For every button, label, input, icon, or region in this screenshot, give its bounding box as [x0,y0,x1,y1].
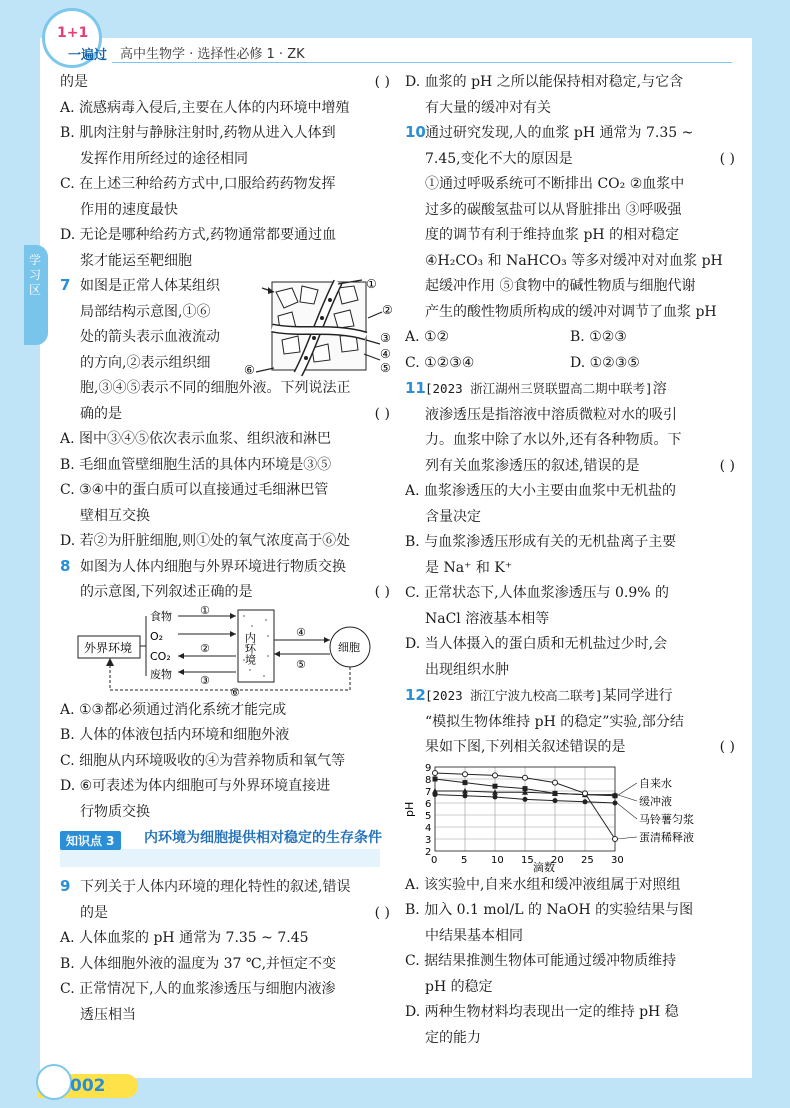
q11-option-a-cont: 含量决定 [425,508,481,525]
q10-option-d: D. ①②③⑤ [570,354,640,371]
y-tick-label-3: 3 [425,834,432,846]
q6-option-a: A. 流感病毒入侵后,主要在人体的内环境中增殖 [60,99,350,116]
q9-option-b: B. 人体细胞外液的温度为 37 ℃,并恒定不变 [60,955,337,972]
side-tab [24,245,48,345]
page-number: 002 [70,1076,106,1096]
q7-number: 7 [60,276,71,294]
q10-answer-paren: ( ) [719,150,735,167]
legend-label-2: 马铃薯匀浆 [639,812,694,826]
q12-stem-3: 果如下图,下列相关叙述错误的是 [425,739,626,755]
q8-option-b: B. 人体的体液包括内环境和细胞外液 [60,727,290,743]
q7-stem-5: 胞,③④⑤表示不同的细胞外液。下列说法正 [80,380,351,396]
legend-leader-1 [617,794,637,800]
q8-stem-1: 如图为人体内细胞与外界环境进行物质交换 [80,558,346,575]
q11-stem-1: 溶 [652,381,667,397]
q8-item-food: 食物 [150,609,172,623]
q10-options-row-2 [405,351,735,377]
q12-option-b: B. 加入 0.1 mol/L 的 NaOH 的实验结果与图 [405,902,694,918]
q10-body-6: 产生的酸性物质所构成的缓冲对调节了血浆 pH [425,303,717,320]
legend-label-3: 蛋清稀释液 [639,830,694,844]
q10-body-4: ④H₂CO₃ 和 NaHCO₃ 等多对缓冲对对血浆 pH [425,252,723,269]
legend-label-0: 自来水 [639,776,672,790]
q7-label-6: ⑥ [244,363,255,377]
point-0-0 [433,776,438,781]
q12-answer-paren: ( ) [719,739,735,755]
q8-number: 8 [60,556,71,575]
q10-option-b: B. ①②③ [570,329,627,345]
q7-stem-6-line [60,402,390,428]
brand-name: 一遍过 [68,48,108,63]
q12-option-b-cont: 中结果基本相同 [425,927,523,944]
header-title: 高中生物学 · 选择性必修 1 · ZK [120,47,305,62]
chart-xlabel: 滴数 [533,860,555,874]
x-tick-label-10: 10 [491,854,504,866]
knowledge-point-banner [60,827,390,873]
point-2-2 [493,794,498,799]
x-tick-label-25: 25 [581,854,594,866]
left-column [60,70,393,1028]
q11-option-d-cont: 出现组织水肿 [425,661,509,678]
q11-option-b-cont: 是 Na⁺ 和 K⁺ [425,559,513,576]
q10-body-2: 过多的碳酸氢盐可以从肾脏排出 ③呼吸强 [425,201,682,218]
q12-stem-3-line [405,735,735,761]
point-3-6 [613,836,618,841]
q12-option-d: D. 两种生物材料均表现出一定的维持 pH 稳 [405,1004,679,1020]
legend-leader-3 [617,837,637,839]
y-tick-label-8: 8 [425,774,432,786]
y-tick-label-6: 6 [425,798,432,810]
point-3-5 [583,790,588,795]
knowledge-point-bar [60,849,380,867]
q10-body-1: ①通过呼吸系统可不断排出 CO₂ ②血浆中 [425,176,685,192]
q10-stem-2-line [405,147,735,173]
y-tick-label-7: 7 [425,786,432,798]
q8-arrow-1: ① [200,603,210,617]
q7-answer-paren: ( ) [374,405,390,422]
x-tick-label-20: 20 [551,854,564,866]
q12-source: [2023 浙江宁波九校高二联考] [425,688,603,703]
q9-stem-2-line [60,901,390,927]
q8-arrow-2: ② [200,641,210,655]
q12-number: 12 [405,686,426,704]
q7-label-4: ④ [380,347,391,361]
q12-ph-chart [405,761,735,873]
q7-block [60,274,393,377]
right-column [405,70,735,1051]
y-tick-label-9: 9 [425,762,432,774]
q7-stem-3: 处的箭头表示血液流动 [80,329,220,345]
q7-label-2: ② [382,303,393,317]
q11-stem-2: 液渗透压是指溶液中溶质微粒对水的吸引 [425,406,677,423]
q12-option-c: C. 据结果推测生物体可能通过缓冲物质维持 [405,953,677,969]
q11-answer-paren: ( ) [719,457,735,474]
q11-number: 11 [405,379,426,397]
y-tick-label-5: 5 [425,810,432,822]
point-2-4 [553,798,558,803]
q11-option-c-cont: NaCl 溶液基本相等 [425,610,550,627]
q11-source: [2023 浙江湖州三贤联盟高二期中联考] [425,381,653,396]
point-2-1 [463,793,468,798]
q7-stem-1: 如图是正常人体某组织 [80,278,220,294]
q7-option-a: A. 图中③④⑤依次表示血浆、组织液和淋巴 [60,431,332,447]
q8-arrow-4: ④ [296,625,306,639]
q11-stem-4-line [405,454,735,480]
x-tick-label-15: 15 [521,854,534,866]
chart-ylabel: pH [403,801,416,817]
legend-label-1: 缓冲液 [639,794,672,808]
footer-logo [36,1064,72,1100]
q8-option-d-cont: 行物质交换 [80,803,150,820]
x-tick-label-5: 5 [461,854,468,866]
q8-item-o2: O₂ [150,629,164,643]
q8-outer-label: 外界环境 [84,640,133,655]
knowledge-point-title: 内环境为细胞提供相对稳定的生存条件 [144,830,382,846]
q11-stem-4: 列有关血浆渗透压的叙述,错误的是 [425,457,640,474]
q10-option-c: C. ①②③④ [405,354,475,371]
q6-stem-tail [60,70,390,96]
q7-tissue-diagram [242,278,392,376]
q12-option-a: A. 该实验中,自来水组和缓冲液组属于对照组 [405,876,681,893]
q7-label-1: ① [366,277,377,291]
point-0-1 [463,780,468,785]
point-0-2 [493,783,498,788]
point-2-6 [613,800,618,805]
q6-option-c-cont: 作用的速度最快 [80,201,178,218]
q8-cell-label: 细胞 [338,640,360,654]
q6-stem: 的是 [60,74,88,90]
q8-item-co2: CO₂ [150,649,171,663]
q9-option-c-cont: 透压相当 [80,1006,136,1023]
q12-stem-2: “模拟生物体维持 pH 的稳定”实验,部分结 [425,713,684,730]
q9-answer-paren: ( ) [374,904,390,921]
q6-option-b: B. 肌肉注射与静脉注射时,药物从进入人体到 [60,125,336,141]
q8-inner-label: 内环境 [243,631,257,665]
q8-option-d: D. ⑥可表述为体内细胞可与外界环境直接进 [60,778,331,794]
q10-body-3: 度的调节有利于维持血浆 pH 的相对稳定 [425,227,680,243]
header-divider [112,62,732,63]
point-3-2 [493,772,498,777]
q10-body-5: 起缓冲作用 ⑤食物中的碱性物质与细胞代谢 [425,278,696,294]
q12-option-d-cont: 定的能力 [425,1029,481,1046]
x-tick-label-30: 30 [611,854,624,866]
q7-option-c-cont: 壁相互交换 [80,507,150,524]
q7-option-d: D. 若②为肝脏细胞,则①处的氧气浓度高于⑥处 [60,533,351,549]
y-tick-label-2: 2 [425,846,432,858]
y-tick-label-4: 4 [425,822,432,834]
q8-stem-2: 的示意图,下列叙述正确的是 [80,584,253,600]
q12-stem-1: 某同学进行 [602,688,673,704]
q10-number: 10 [405,123,426,141]
q10-stem-1: 通过研究发现,人的血浆 pH 通常为 7.35 ~ [425,125,694,141]
q7-option-b: B. 毛细血管壁细胞生活的具体内环境是③⑤ [60,456,332,473]
q12-option-c-cont: pH 的稳定 [425,978,493,995]
q8-item-waste: 废物 [150,667,172,681]
point-3-4 [553,780,558,785]
q10-stem-2: 7.45,变化不大的原因是 [425,150,573,167]
q7-stem-4: 的方向,②表示组织细 [80,354,211,371]
q9-option-d: D. 血浆的 pH 之所以能保持相对稳定,与它含 [405,74,684,90]
q10-option-a: A. ①② [405,329,450,345]
q11-option-c: C. 正常状态下,人体血浆渗透压与 0.9% 的 [405,585,670,601]
q11-option-a: A. 血浆渗透压的大小主要由血浆中无机盐的 [405,483,677,499]
page-header [40,25,752,63]
q7-stem-6: 确的是 [80,405,122,422]
q6-option-c: C. 在上述三种给药方式中,口服给药药物发挥 [60,176,336,192]
legend-leader-0 [617,783,637,796]
q8-answer-paren: ( ) [374,584,390,600]
q7-label-3: ③ [380,331,391,345]
legend-leader-2 [617,803,637,819]
q11-option-b: B. 与血浆渗透压形成有关的无机盐离子主要 [405,534,677,550]
q6-answer-paren: ( ) [374,74,390,90]
q10-options-row-1 [405,325,735,351]
q9-number: 9 [60,877,71,895]
q6-option-d: D. 无论是哪种给药方式,药物通常都要通过血 [60,227,337,243]
point-2-3 [523,796,528,801]
q8-option-a: A. ①③都必须通过消化系统才能完成 [60,701,287,718]
q6-option-b-cont: 发挥作用所经过的途径相同 [80,150,248,167]
q9-stem-1: 下列关于人体内环境的理化特性的叙述,错误 [80,879,351,895]
q11-stem-3: 力。血浆中除了水以外,还有各种物质。下 [425,432,682,448]
q8-arrow-6: ⑥ [230,685,240,699]
q8-arrow-5: ⑤ [296,657,306,671]
q7-label-5: ⑤ [380,361,391,375]
knowledge-point-badge: 知识点 3 [60,831,121,850]
q7-option-c: C. ③④中的蛋白质可以直接通过毛细淋巴管 [60,482,329,498]
q9-option-d-cont: 有大量的缓冲对有关 [425,99,551,116]
q9-option-a: A. 人体血浆的 pH 通常为 7.35 ~ 7.45 [60,930,309,946]
q8-option-c: C. 细胞从内环境吸收的④为营养物质和氧气等 [60,752,346,769]
q9-option-c: C. 正常情况下,人的血浆渗透压与细胞内液渗 [60,981,336,997]
q6-option-d-cont: 浆才能运至靶细胞 [80,252,192,269]
logo-text: 1+1 [57,25,89,41]
point-2-5 [583,799,588,804]
q11-option-d: D. 当人体摄入的蛋白质和无机盐过少时,会 [405,636,668,652]
q8-arrow-3: ③ [200,673,210,687]
side-tab-label: 学习区 [29,253,42,297]
q8-stem-2-line [60,580,390,606]
x-tick-label-0: 0 [431,854,438,866]
point-2-0 [433,792,438,797]
q8-exchange-diagram [60,603,390,699]
q7-stem-2: 局部结构示意图,①⑥ [80,303,211,320]
point-3-3 [523,775,528,780]
point-3-1 [463,771,468,776]
q9-stem-2: 的是 [80,904,108,921]
point-3-0 [433,770,438,775]
